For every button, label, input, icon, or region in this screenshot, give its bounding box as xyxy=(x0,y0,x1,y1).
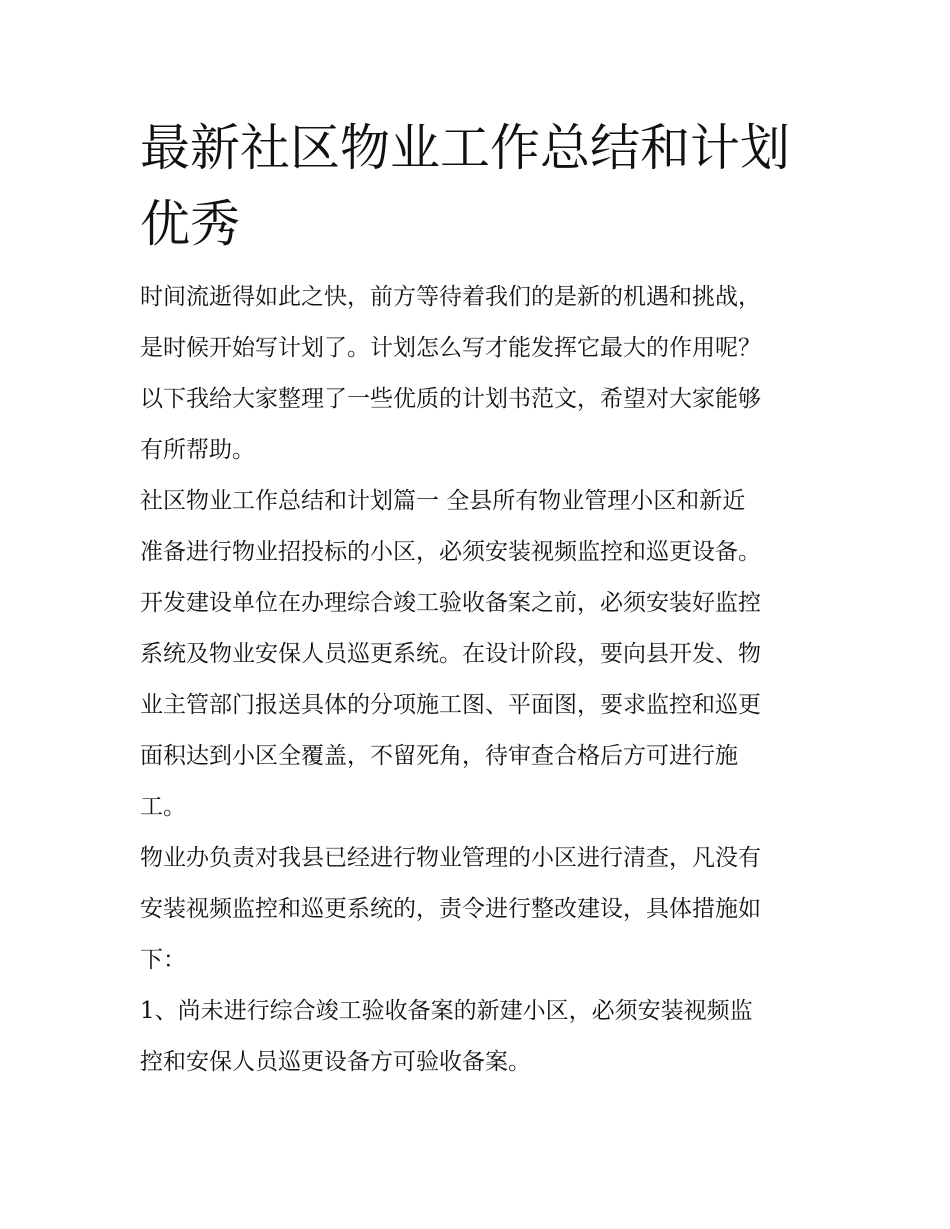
inspection-paragraph xyxy=(140,833,820,986)
text-line: 以下我给大家整理了一些优质的计划书范文，希望对大家能够 xyxy=(140,386,761,412)
text-line: 开发建设单位在办理综合竣工验收备案之前，必须安装好监控 xyxy=(140,590,761,616)
section-one-paragraph xyxy=(140,476,820,833)
title-line: 最新社区物业工作总结和计划 xyxy=(140,119,790,177)
text-line: 业主管部门报送具体的分项施工图、平面图，要求监控和巡更 xyxy=(140,692,761,718)
text-line: 工。 xyxy=(140,794,186,820)
title-line: 优秀 xyxy=(140,195,240,253)
text-line: 时间流逝得如此之快，前方等待着我们的是新的机遇和挑战， xyxy=(140,284,761,310)
document-page xyxy=(140,110,820,1088)
text-line: 1、尚未进行综合竣工验收备案的新建小区，必须安装视频监 xyxy=(140,998,753,1024)
text-line: 安装视频监控和巡更系统的，责令进行整改建设，具体措施如 xyxy=(140,896,761,922)
measure-item-1 xyxy=(140,986,820,1088)
text-line: 面积达到小区全覆盖，不留死角，待审查合格后方可进行施 xyxy=(140,743,738,769)
text-line: 系统及物业安保人员巡更系统。在设计阶段，要向县开发、物 xyxy=(140,641,761,667)
text-line: 有所帮助。 xyxy=(140,437,255,463)
text-line: 是时候开始写计划了。计划怎么写才能发挥它最大的作用呢？ xyxy=(140,335,761,361)
text-line: 物业办负责对我县已经进行物业管理的小区进行清查，凡没有 xyxy=(140,845,761,871)
text-line: 下： xyxy=(140,947,186,973)
intro-paragraph xyxy=(140,272,820,476)
document-title xyxy=(140,110,820,262)
text-line: 准备进行物业招投标的小区，必须安装视频监控和巡更设备。 xyxy=(140,539,761,565)
text-line: 社区物业工作总结和计划篇一 全县所有物业管理小区和新近 xyxy=(140,488,746,514)
text-line: 控和安保人员巡更设备方可验收备案。 xyxy=(140,1049,531,1075)
